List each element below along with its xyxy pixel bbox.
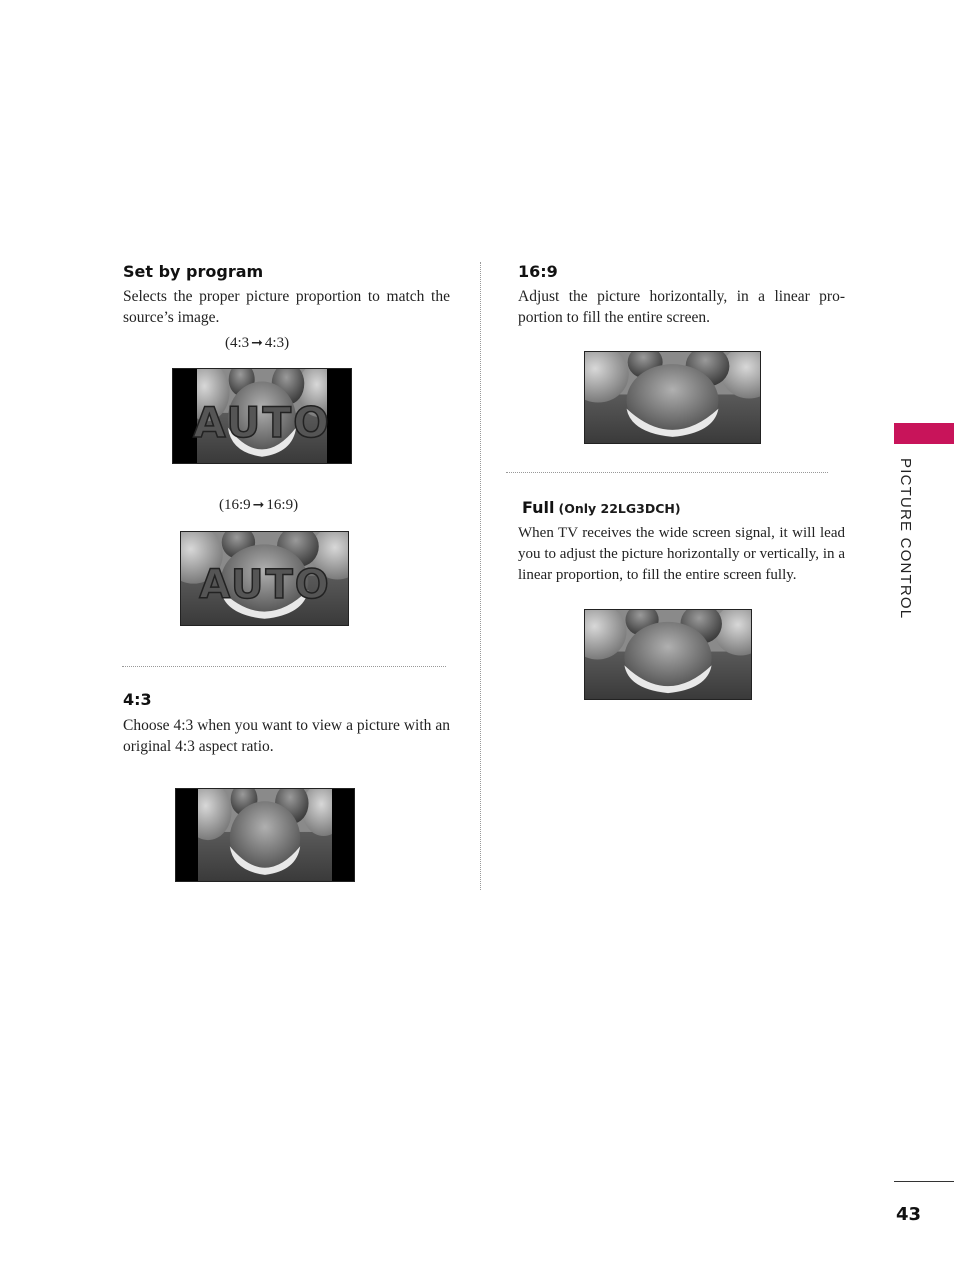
- set-by-program-heading: Set by program: [123, 262, 264, 281]
- sixteen-nine-heading: 16:9: [518, 262, 558, 281]
- auto-4-3-picture: [172, 368, 352, 464]
- column-divider: [480, 262, 481, 890]
- sixteen-nine-description: Adjust the picture horizontally, in a linear pro- portion to fill the entire screen.: [518, 288, 845, 326]
- full-heading: Full: [522, 498, 555, 517]
- caption-to: 16:9): [266, 497, 299, 513]
- right-arrow-icon: ➞: [252, 497, 265, 513]
- full-description: When TV receives the wide screen signal, it will lead you to adjust the picture horizontally or vertically, in a linear proportion, to fill the entire screen fully.: [518, 525, 845, 583]
- caption-from: (16:9: [219, 497, 251, 513]
- caption-to: 4:3): [264, 335, 290, 351]
- auto-overlay-text: AUTO: [199, 562, 331, 608]
- full-model-note: (Only 22LG3DCH): [558, 501, 681, 516]
- auto-16-9-picture: [180, 531, 349, 626]
- four-three-picture: [175, 788, 355, 882]
- section-divider-left: [122, 666, 446, 667]
- auto-overlay-text: AUTO: [193, 398, 331, 447]
- full-heading-row: [522, 498, 681, 518]
- right-arrow-icon: ➞: [251, 335, 263, 351]
- set-by-program-description: Selects the proper picture proportion to match the source’s image.: [123, 288, 450, 326]
- caption-from: (4:3: [225, 335, 250, 351]
- caption-16-9-to-16-9: [219, 497, 298, 514]
- four-three-heading: 4:3: [123, 690, 152, 709]
- sixteen-nine-picture: [584, 351, 761, 444]
- page-number-rule: [894, 1181, 954, 1182]
- section-divider-right: [506, 472, 828, 473]
- page-number: 43: [896, 1204, 922, 1225]
- side-tab-label: PICTURE CONTROL: [897, 458, 914, 620]
- caption-4-3-to-4-3: [225, 335, 289, 352]
- section-tab-marker: [894, 423, 954, 444]
- four-three-description: Choose 4:3 when you want to view a picture with an original 4:3 aspect ratio.: [123, 717, 450, 755]
- full-picture: [584, 609, 752, 700]
